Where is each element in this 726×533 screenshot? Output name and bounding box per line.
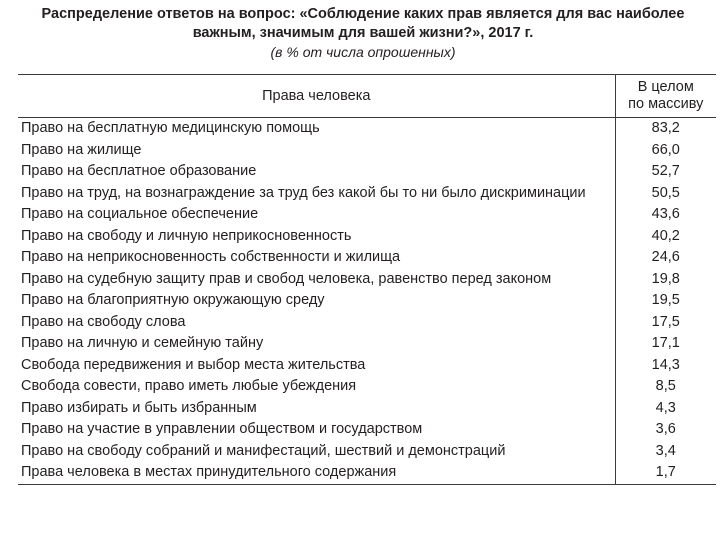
right-name-cell: Право на свободу собраний и манифестаций, шествий и демонстраций [21,442,506,459]
percent-value-cell: 66,0 [615,140,716,162]
table-row [18,462,716,484]
table-row [18,333,716,355]
document-title: Распределение ответов на вопрос: «Соблюдение каких прав является для вас наиболее важным, значимым для вашей жизни?», 2017 г. [41,6,685,41]
percent-value-cell: 8,5 [615,376,716,398]
right-name-cell: Право на труд, на вознаграждение за труд без какой бы то ни было дискриминации [21,184,586,201]
table-row [18,312,716,334]
percent-value-cell: 17,5 [615,312,716,334]
table-row [18,419,716,441]
table-row [18,226,716,248]
right-name-cell: Право на судебную защиту прав и свобод человека, равенство перед законом [21,270,552,287]
header-total-line2: по массиву [628,96,704,112]
table-row [18,161,716,183]
table-row [18,398,716,420]
right-name-cell: Право на личную и семейную тайну [21,335,264,351]
table-row [18,290,716,312]
rights-table [18,74,716,485]
table-header-row [18,75,716,118]
percent-value-cell: 1,7 [615,462,716,484]
table-body [18,118,716,485]
percent-value-cell: 52,7 [615,161,716,183]
header-total [615,75,716,118]
right-name-cell: Право на благоприятную окружающую среду [21,292,325,308]
table-row [18,376,716,398]
right-name-cell: Право на свободу и личную неприкосновенность [21,227,352,244]
right-name-cell: Право на жилище [21,141,142,158]
percent-value-cell: 19,5 [615,290,716,312]
right-name-cell: Право избирать и быть избранным [21,399,257,416]
percent-value-cell: 43,6 [615,204,716,226]
right-name-cell: Право на бесплатную медицинскую помощь [21,120,320,136]
table-row [18,118,716,140]
percent-value-cell: 4,3 [615,398,716,420]
table-row [18,247,716,269]
header-total-line1: В целом [637,79,694,95]
table-row [18,183,716,205]
right-name-cell: Право на участие в управлении обществом и государством [21,421,423,437]
right-name-cell: Право на бесплатное образование [21,163,257,179]
right-name-cell: Свобода совести, право иметь любые убеждения [21,378,357,394]
table-row [18,204,716,226]
table-row [18,140,716,162]
right-name-cell: Свобода передвижения и выбор места жительства [21,356,366,373]
document-subtitle: (в % от числа опрошенных) [270,44,456,60]
percent-value-cell: 24,6 [615,247,716,269]
header-rights: Права человека [18,75,615,118]
percent-value-cell: 3,4 [615,441,716,463]
percent-value-cell: 14,3 [615,355,716,377]
table-row [18,269,716,291]
right-name-cell: Право на социальное обеспечение [21,206,259,222]
table-row [18,355,716,377]
right-name-cell: Право на свободу слова [21,313,186,330]
percent-value-cell: 83,2 [615,118,716,140]
percent-value-cell: 19,8 [615,269,716,291]
percent-value-cell: 40,2 [615,226,716,248]
table-row [18,441,716,463]
percent-value-cell: 50,5 [615,183,716,205]
right-name-cell: Право на неприкосновенность собственности и жилища [21,249,401,265]
right-name-cell: Права человека в местах принудительного содержания [18,462,615,484]
percent-value-cell: 17,1 [615,333,716,355]
title-block [10,5,716,61]
percent-value-cell: 3,6 [615,419,716,441]
